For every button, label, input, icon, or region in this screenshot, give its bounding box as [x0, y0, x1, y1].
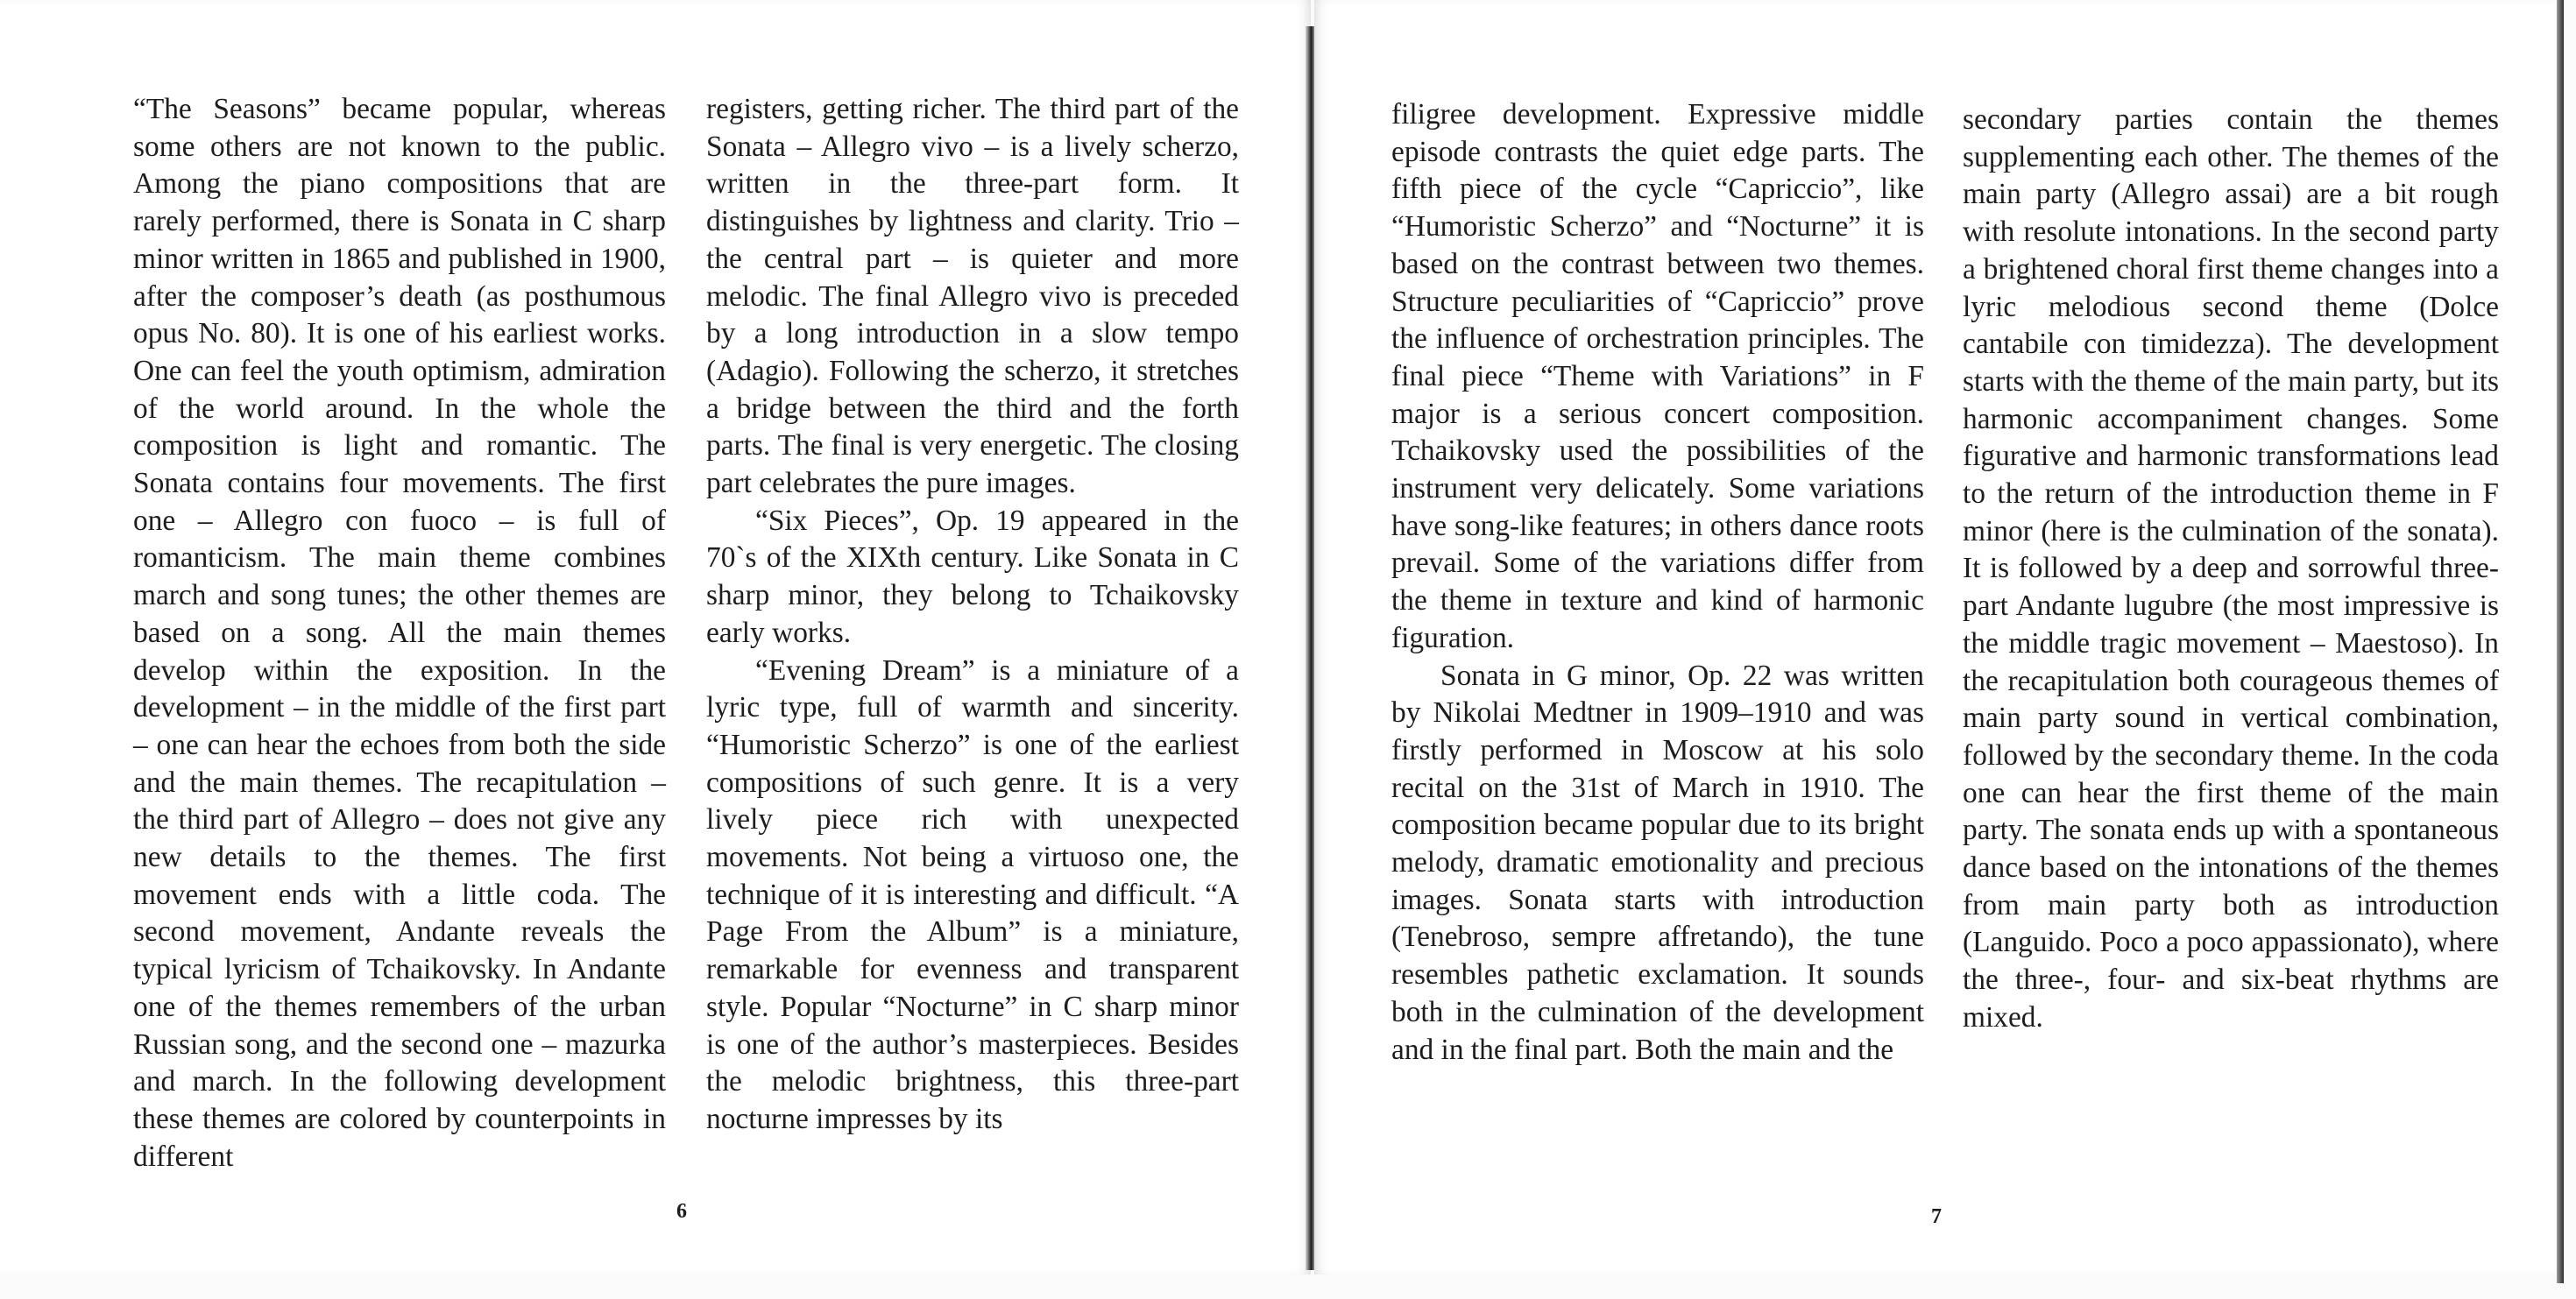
right-page-column-1 — [1391, 96, 1924, 1069]
paragraph: secondary parties contain the themes supplementing each other. The themes of the main party (Allegro assai) are a bit rough with resolute intonations. In the second party a brightened choral first theme changes into a lyric melodious second theme (Dolce cantabile con timidezza). The development starts with the theme of the main party, but its harmonic accompaniment changes. Some figurative and harmonic transformations lead to the return of the introduction theme in F minor (here is the culmination of the sonata). It is followed by a deep and sorrowful three-part Andante lugubre (the most impressive is the middle tragic movement – Maestoso). In the recapitulation both courageous themes of main party sound in vertical combination, followed by the secondary theme. In the coda one can hear the first theme of the main party. The sonata ends up with a spontaneous dance based on the intonations of the themes from main party both as introduction (Languido. Poco a poco appassionato), where the three-, four- and six-beat rhythms are mixed. — [1963, 103, 2499, 1034]
page-number-right: 7 — [1931, 1205, 1942, 1228]
right-page-column-2 — [1963, 102, 2499, 1037]
page-number-left: 6 — [676, 1200, 687, 1223]
paragraph: “Six Pieces”, Op. 19 appeared in the 70`s of the XIXth century. Like Sonata in C sharp minor, they belong to Tchaikovsky early works. — [706, 504, 1239, 649]
paragraph: Sonata in G minor, Op. 22 was written by Nikolai Medtner in 1909–1910 and was firstly performed in Moscow at his solo recital on the 31st of March in 1910. The composition became popular due to its bright melody, dramatic emotionality and precious images. Sonata starts with introduction (Tenebroso, sempre affretando), the tune resembles pathetic exclamation. It sounds both in the culmination of the development and in the final part. Both the main and the — [1391, 659, 1924, 1066]
paragraph: registers, getting richer. The third part of the Sonata – Allegro vivo – is a lively scherzo, written in the three-part form. It distinguishes by lightness and clarity. Trio – the central part – is quieter and more melodic. The final Allegro vivo is preceded by a long introduction in a slow tempo (Adagio). Following the scherzo, it stretches a bridge between the third and the forth parts. The final is very energetic. The closing part celebrates the pure images. — [706, 93, 1239, 500]
paragraph: “The Seasons” became popular, whereas some others are not known to the public. Among the piano compositions that are rarely performed, there is Sonata in C sharp minor written in 1865 and published in 1900, after the composer’s death (as posthumous opus No. 80). It is one of his earliest works. One can feel the youth optimism, admiration of the world around. In the whole the composition is light and romantic. The Sonata contains four movements. The first one – Allegro con fuoco – is full of romanticism. The main theme combines march and song tunes; the other themes are based on a song. All the main themes develop within the exposition. In the development – in the middle of the first part – one can hear the echoes from both the side and the main themes. The recapitulation – the third part of Allegro – does not give any new details to the themes. The first movement ends with a little coda. The second movement, Andante reveals the typical lyricism of Tchaikovsky. In Andante one of the themes remembers of the urban Russian song, and the second one – mazurka and march. In the following development these themes are colored by counterpoints in different — [133, 93, 666, 1173]
left-page — [0, 0, 1311, 1274]
page-edge — [2557, 0, 2564, 1283]
left-page-column-2 — [706, 91, 1239, 1139]
paragraph: filigree development. Expressive middle episode contrasts the quiet edge parts. The fifth piece of the cycle “Capriccio”, like “Humoristic Scherzo” and “Nocturne” it is based on the contrast between two themes. Structure peculiarities of “Capriccio” prove the influence of orchestration principles. The final piece “Theme with Variations” in F major is a serious concert composition. Tchaikovsky used the possibilities of the instrument very delicately. Some variations have song-like features; in others dance roots prevail. Some of the variations differ from the theme in texture and kind of harmonic figuration. — [1391, 98, 1924, 654]
left-page-column-1 — [133, 91, 666, 1175]
paragraph: “Evening Dream” is a miniature of a lyric type, full of warmth and sincerity. “Humoristic Scherzo” is one of the earliest compositions of such genre. It is a very lively piece rich with unexpected movements. Not being a virtuoso one, the technique of it is interesting and difficult. “A Page From the Album” is a miniature, remarkable for evenness and transparent style. Popular “Nocturne” in C sharp minor is one of the author’s masterpieces. Besides the melodic brightness, this three-part nocturne impresses by its — [706, 653, 1239, 1135]
